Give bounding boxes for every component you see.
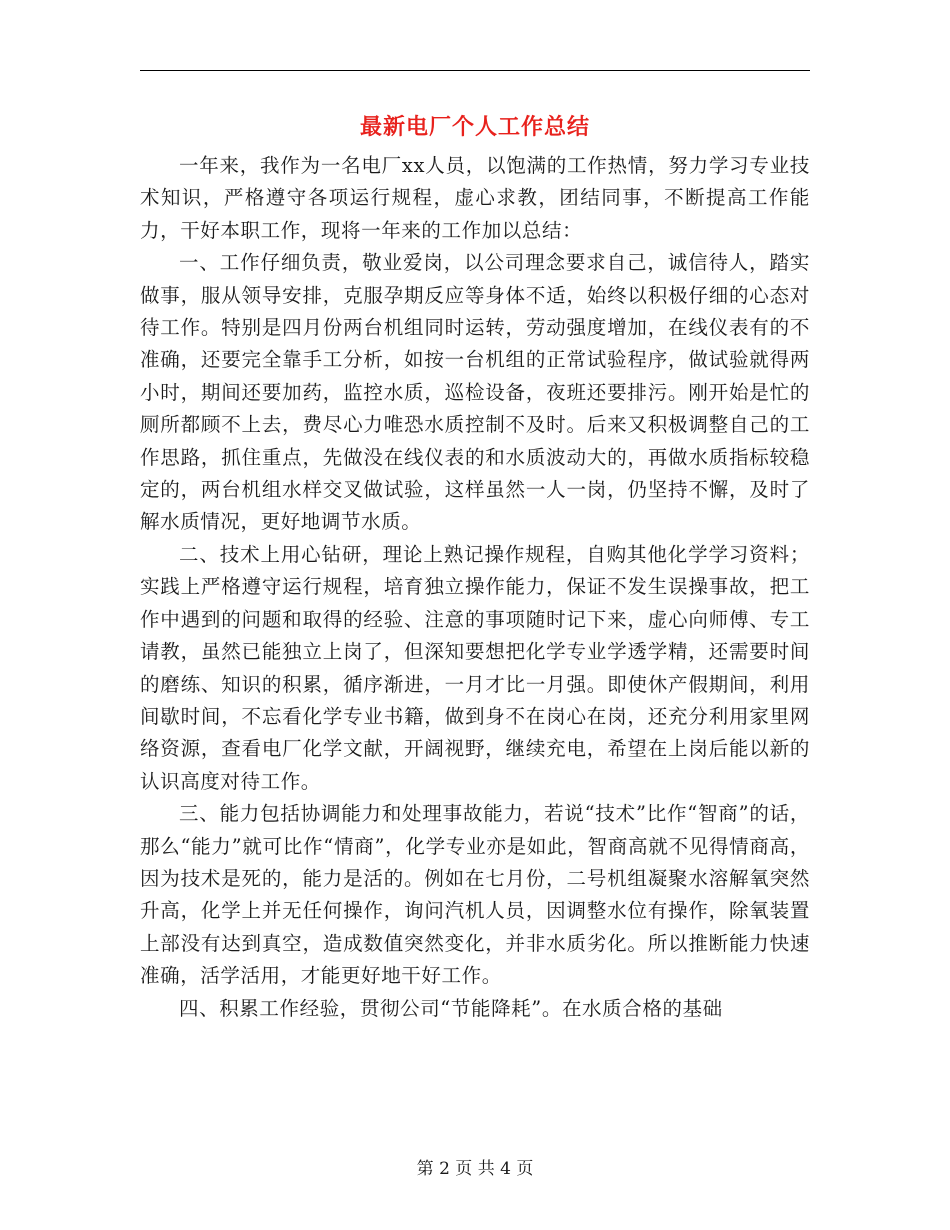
document-body [140,150,810,1025]
header-rule [140,70,810,71]
paragraph-intro: 一年来，我作为一名电厂xx人员，以饱满的工作热情，努力学习专业技术知识，严格遵守各项运行规程，虚心求教，团结同事，不断提高工作能力，干好本职工作，现将一年来的工作加以总结： [140,154,810,242]
paragraph-section-4: 四、积累工作经验，贯彻公司“节能降耗”。在水质合格的基础 [179,996,723,1020]
document-title: 最新电厂个人工作总结 [359,114,590,140]
paragraph-section-3: 三、能力包括协调能力和处理事故能力，若说“技术”比作“智商”的话，那么“能力”就可比作“情商”，化学专业亦是如此，智商高就不见得情商高，因为技术是死的，能力是活的。例如在七月份，二号机组凝聚水溶解氧突然升高，化学上并无任何操作，询问汽机人员，因调整水位有操作，除氧装置上部没有达到真空，造成数值突然变化，并非水质劣化。所以推断能力快速准确，活学活用，才能更好地干好工作。 [140,802,810,988]
page-number: 第 2 页 共 4 页 [416,1159,534,1179]
paragraph-section-1: 一、工作仔细负责，敬业爱岗，以公司理念要求自己，诚信待人，踏实做事，服从领导安排，克服孕期反应等身体不适，始终以积极仔细的心态对待工作。特别是四月份两台机组同时运转，劳动强度增加，在线仪表有的不准确，还要完全靠手工分析，如按一台机组的正常试验程序，做试验就得两小时，期间还要加药，监控水质，巡检设备，夜班还要排污。刚开始是忙的厕所都顾不上去，费尽心力唯恐水质控制不及时。后来又积极调整自己的工作思路，抓住重点，先做没在线仪表的和水质波动大的，再做水质指标较稳定的，两台机组水样交叉做试验，这样虽然一人一岗，仍坚持不懈，及时了解水质情况，更好地调节水质。 [140,251,810,534]
paragraph-section-2: 二、技术上用心钻研，理论上熟记操作规程，自购其他化学学习资料；实践上严格遵守运行规程，培育独立操作能力，保证不发生误操事故，把工作中遇到的问题和取得的经验、注意的事项随时记下来，虚心向师傅、专工请教，虽然已能独立上岗了，但深知要想把化学专业学透学精，还需要时间的磨练、知识的积累，循序渐进，一月才比一月强。即使休产假期间，利用间歇时间，不忘看化学专业书籍，做到身不在岗心在岗，还充分利用家里网络资源，查看电厂化学文献，开阔视野，继续充电，希望在上岗后能以新的认识高度对待工作。 [140,542,810,793]
